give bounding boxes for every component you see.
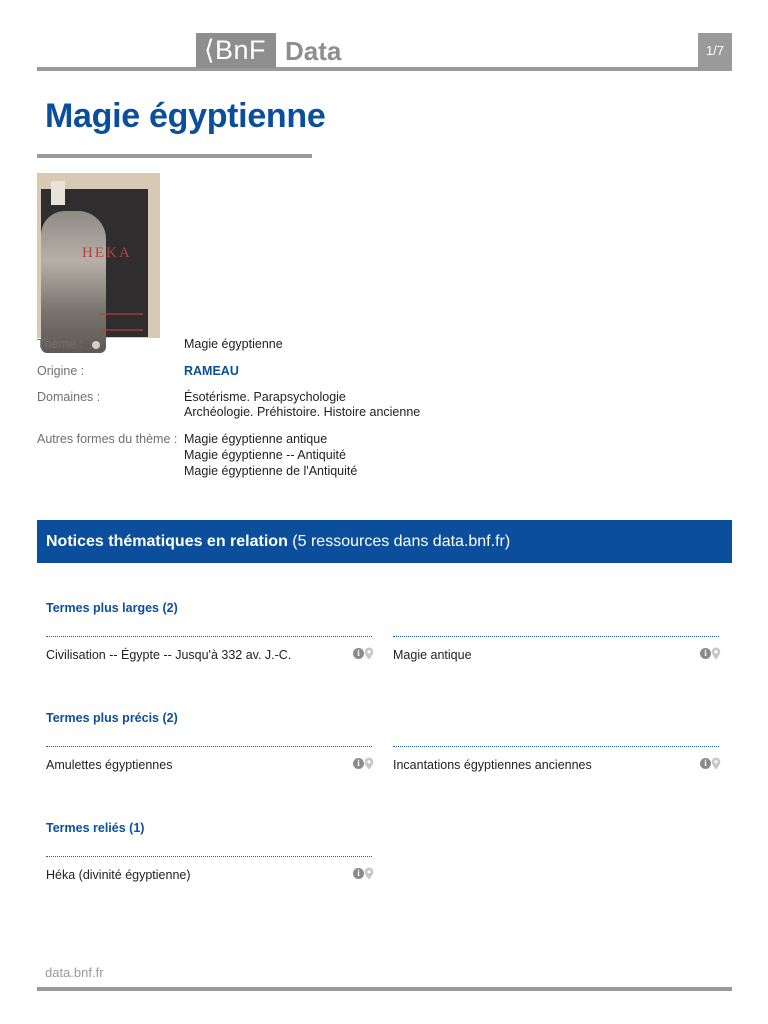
- map-pin-icon[interactable]: [711, 647, 721, 660]
- map-pin-icon[interactable]: [711, 757, 721, 770]
- section-title-precis: Termes plus précis (2): [46, 711, 178, 725]
- related-term-link[interactable]: Civilisation -- Égypte -- Jusqu'à 332 av. J.-C.: [46, 648, 292, 662]
- header-rule: [37, 67, 732, 71]
- autre-forme-value: Magie égyptienne de l'Antiquité: [184, 464, 358, 478]
- related-term-link[interactable]: Héka (divinité égyptienne): [46, 868, 191, 882]
- cover-subtitle-lines: [99, 313, 143, 331]
- divider: [46, 856, 372, 857]
- info-icon[interactable]: i: [700, 648, 711, 659]
- domaine-value: Archéologie. Préhistoire. Histoire ancienne: [184, 405, 421, 419]
- info-icon[interactable]: i: [353, 758, 364, 769]
- section-title-larges: Termes plus larges (2): [46, 601, 178, 615]
- autre-forme-value: Magie égyptienne antique: [184, 432, 328, 446]
- theme-value: Magie égyptienne: [184, 337, 283, 351]
- info-icon[interactable]: i: [353, 868, 364, 879]
- divider: [393, 746, 719, 747]
- autre-forme-value: Magie égyptienne -- Antiquité: [184, 448, 346, 462]
- section-title-relies: Termes reliés (1): [46, 821, 145, 835]
- page-title: Magie égyptienne: [45, 97, 326, 135]
- theme-label: Thème :: [37, 337, 83, 351]
- map-pin-icon[interactable]: [364, 867, 374, 880]
- banner-count: (5 ressources dans data.bnf.fr): [287, 533, 511, 550]
- cover-label-tag: [51, 181, 65, 205]
- banner-heading: Notices thématiques en relation: [46, 533, 288, 550]
- related-term-link[interactable]: Incantations égyptiennes anciennes: [393, 758, 592, 772]
- footer-site-link[interactable]: data.bnf.fr: [45, 965, 104, 980]
- related-term-link[interactable]: Magie antique: [393, 648, 472, 662]
- info-icon[interactable]: i: [353, 648, 364, 659]
- related-notices-banner: [37, 520, 732, 563]
- map-pin-icon[interactable]: [364, 647, 374, 660]
- cover-title: HEKA: [82, 245, 132, 261]
- origine-label: Origine :: [37, 364, 85, 378]
- origine-link[interactable]: RAMEAU: [184, 364, 239, 378]
- cover-dark-panel: [41, 189, 148, 337]
- related-term-link[interactable]: Amulettes égyptiennes: [46, 758, 173, 772]
- bnf-logo[interactable]: ⟨BnF: [196, 33, 276, 68]
- info-icon[interactable]: i: [700, 758, 711, 769]
- domaines-label: Domaines :: [37, 390, 101, 404]
- map-pin-icon[interactable]: [364, 757, 374, 770]
- page-indicator: 1/7: [698, 33, 732, 68]
- divider: [393, 636, 719, 637]
- cover-publisher-logo: [92, 341, 100, 349]
- divider: [46, 746, 372, 747]
- title-rule: [37, 154, 312, 158]
- book-cover-image[interactable]: [37, 173, 160, 338]
- data-logo-text: Data: [285, 36, 342, 66]
- divider: [46, 636, 372, 637]
- cover-statue: [41, 211, 106, 353]
- autres-formes-label: Autres formes du thème :: [37, 432, 178, 446]
- domaine-value: Ésotérisme. Parapsychologie: [184, 390, 346, 404]
- footer-rule: [37, 987, 732, 991]
